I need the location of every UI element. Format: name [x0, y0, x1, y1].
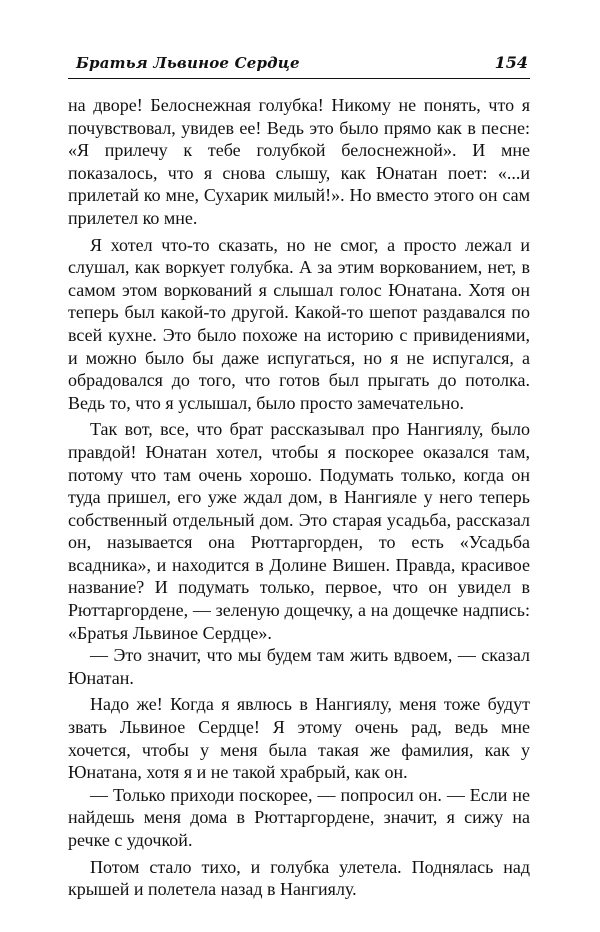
running-header — [68, 52, 530, 79]
book-page — [68, 52, 530, 901]
paragraph-5: Надо же! Когда я явлюсь в Нангиялу, меня тоже будут звать Львиное Сердце! Я этому очень рад, ведь мне хочется, чтобы у меня была такая же фамилия, как у Юнатана, хотя я и не такой храбрый, как он. — [68, 694, 530, 783]
paragraph-2: Я хотел что-то сказать, но не смог, а просто лежал и слушал, как воркует голубка. А за этим воркованием, нет, в самом этом воркований я слышал голос Юнатана. Хотя он теперь был какой-то другой. Какой-то шепот раздавался по всей кухне. Это было похоже на историю с привидениями, и можно было бы даже испугаться, но я не испугался, а обрадовался до того, что готов был прыгать до потолка. Ведь то, что я услышал, было просто замечательно. — [68, 234, 530, 413]
paragraph-6: — Только приходи поскорее, — попросил он. — Если не найдешь меня дома в Рюттаргордене, значит, я сижу на речке с удочкой. — [68, 784, 530, 850]
book-title: Братья Львиное Сердце — [76, 54, 300, 72]
paragraph-1: на дворе! Белоснежная голубка! Никому не понять, что я почувствовал, увидев ее! Ведь это было прямо как в песне: «Я прилечу к тебе голубкой белоснежной». И мне показалось, что я снова слышу, как Юнатан поет: «...и прилетай ко мне, Сухарик милый!». Но вместо этого он сам прилетел ко мне. — [68, 95, 530, 228]
paragraph-7: Потом стало тихо, и голубка улетела. Поднялась над крышей и полетела назад в Нангиялу. — [68, 856, 530, 900]
paragraph-4: — Это значит, что мы будем там жить вдвоем, — сказал Юнатан. — [68, 645, 530, 688]
body-text — [68, 94, 530, 901]
page-number: 154 — [494, 53, 528, 72]
paragraph-3: Так вот, все, что брат рассказывал про Нангиялу, было правдой! Юнатан хотел, чтобы я поскорее оказался там, потому что там очень хорошо. Подумать только, когда он туда пришел, его уже ждал дом, в Нангияле у него теперь собственный отдельный дом. Это старая усадьба, рассказал он, называется она Рюттаргорден, то есть «Усадьба всадника», и находится в Долине Вишен. Правда, красивое название? И подумать только, первое, что он увидел в Рюттаргордене, — зеленую дощечку, а на дощечке надпись: «Братья Львиное Сердце». — [68, 419, 530, 643]
